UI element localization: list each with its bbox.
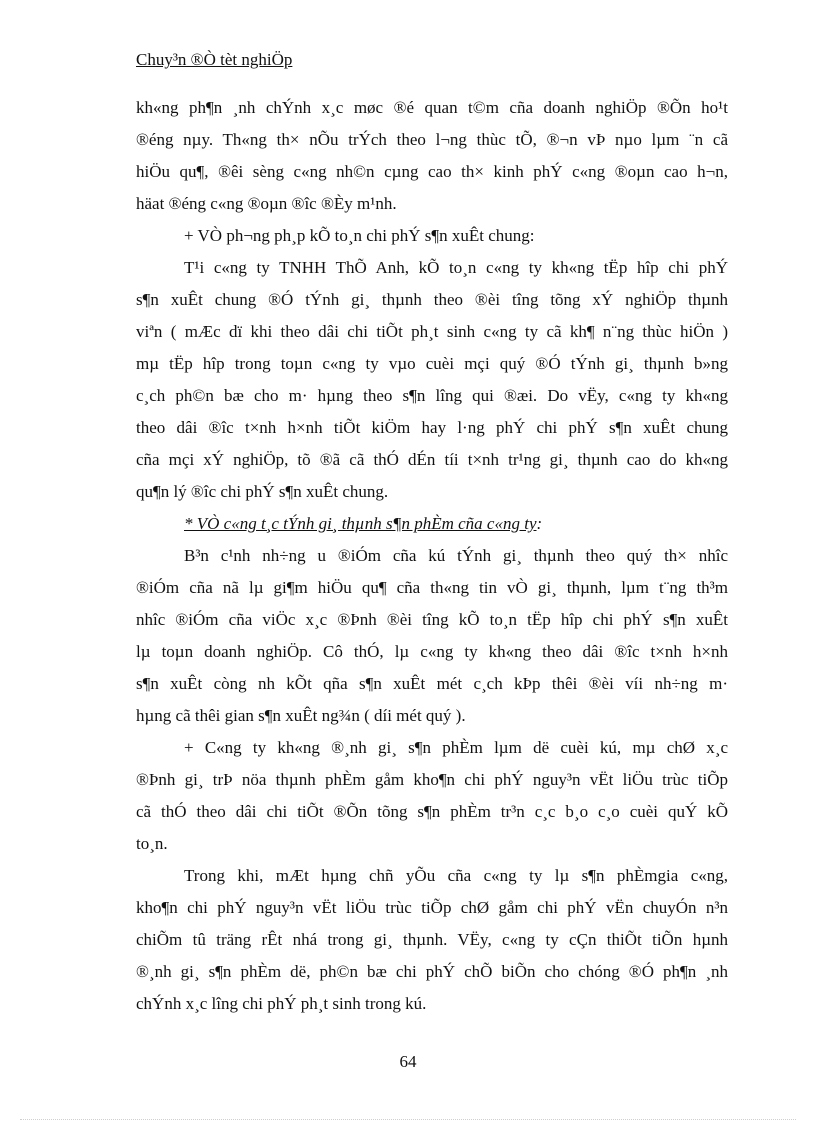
text-line: nhîc ®iÓm cña viÖc x¸c ®Þnh ®èi tîng kÕ to¸n tËp hîp chi phÝ s¶n xuÊt xyxy=(136,610,728,629)
page-number: 64 xyxy=(399,1052,417,1071)
text-line: B³n c¹nh nh÷ng u ®iÓm cña kú tÝnh gi¸ thµnh theo quý th× nhîc xyxy=(184,546,728,565)
text-line: theo dâi ®îc t×nh h×nh tiÕt kiÖm hay l·ng phÝ chi phÝ s¶n xuÊt chung xyxy=(136,418,728,437)
text-line: ®éng nµy. Th«ng th× nÕu trÝch theo l¬ng thùc tÕ, ®¬n vÞ nµo lµm ¨n cã xyxy=(136,130,728,149)
text-line: qu¶n lý ®îc chi phÝ s¶n xuÊt chung. xyxy=(136,482,389,501)
text-line: + VÒ ph¬ng ph¸p kÕ to¸n chi phÝ s¶n xuÊt chung: xyxy=(184,226,535,245)
text-line: s¶n xuÊt chung ®Ó tÝnh gi¸ thµnh theo ®èi tîng tõng xÝ nghiÖp thµnh xyxy=(136,290,728,309)
text-line: kh«ng ph¶n ¸nh chÝnh x¸c møc ®é quan t©m cña doanh nghiÖp ®Õn ho¹t xyxy=(136,98,728,117)
text-line: s¶n xuÊt còng nh kÕt qña s¶n xuÊt mét c¸ch kÞp thêi ®èi víi nh÷ng m· xyxy=(136,674,728,693)
text-line: ®iÓm cña nã lµ gi¶m hiÖu qu¶ cña th«ng tin vÒ gi¸ thµnh, lµm t¨ng th³m xyxy=(136,578,728,597)
section-heading-text: * VÒ c«ng t¸c tÝnh gi¸ thµnh s¶n phÈm cña c«ng ty xyxy=(184,514,537,533)
text-line: + C«ng ty kh«ng ®¸nh gi¸ s¶n phÈm lµm dë cuèi kú, mµ chØ x¸c xyxy=(184,738,728,757)
text-line: cã thÓ theo dâi chi tiÕt ®Õn tõng s¶n phÈm tr³n c¸c b¸o c¸o cuèi quÝ kÕ xyxy=(136,802,728,821)
text-line: mµ tËp hîp trong toµn c«ng ty vµo cuèi mçi quý ®Ó tÝnh gi¸ thµnh b»ng xyxy=(136,354,728,373)
text-line: cña mçi xÝ nghiÖp, tõ ®ã cã thÓ dÉn tíi t×nh tr¹ng gi¸ thµnh cao do kh«ng xyxy=(136,450,728,469)
text-line: kho¶n chi phÝ nguy³n vËt liÖu trùc tiÕp chØ gåm chi phÝ vËn chuyÓn n³n xyxy=(136,898,728,917)
text-line: hiÖu qu¶, ®êi sèng c«ng nh©n cµng cao th× kinh phÝ c«ng ®oµn cao h¬n, xyxy=(136,162,728,181)
text-line: chiÕm tû träng rÊt nhá trong gi¸ thµnh. VËy, c«ng ty cÇn thiÕt tiÕn hµnh xyxy=(136,930,728,949)
text-line: chÝnh x¸c lîng chi phÝ ph¸t sinh trong kú. xyxy=(136,994,427,1013)
text-line: ®Þnh gi¸ trÞ nöa thµnh phÈm gåm kho¶n chi phÝ nguy³n vËt liÖu trùc tiÕp xyxy=(136,770,728,789)
header-title: Chuy³n ®Ò tèt nghiÖp xyxy=(136,50,293,69)
text-line: hµng cã thêi gian s¶n xuÊt ng¾n ( díi mét quý ). xyxy=(136,706,466,725)
text-line: T¹i c«ng ty TNHH ThÕ Anh, kÕ to¸n c«ng ty kh«ng tËp hîp chi phÝ xyxy=(184,258,728,277)
section-heading: * VÒ c«ng t¸c tÝnh gi¸ thµnh s¶n phÈm cña c«ng ty: xyxy=(184,514,543,533)
text-line: Trong khi, mÆt hµng chñ yÕu cña c«ng ty lµ s¶n phÈmgia c«ng, xyxy=(184,866,728,885)
text-line: viªn ( mÆc dï khi theo dâi chi tiÕt ph¸t sinh c«ng ty cã kh¶ n¨ng thùc hiÖn ) xyxy=(136,322,728,341)
text-line: häat ®éng c«ng ®oµn ®îc ®Èy m¹nh. xyxy=(136,194,397,213)
text-line: lµ toµn doanh nghiÖp. Cô thÓ, lµ c«ng ty kh«ng theo dâi ®îc t×nh h×nh xyxy=(136,642,728,661)
body-text xyxy=(136,92,728,1020)
text-line: c¸ch ph©n bæ cho m· hµng theo s¶n lîng qui ®æi. Do vËy, c«ng ty kh«ng xyxy=(136,386,728,405)
text-line: ®¸nh gi¸ s¶n phÈm dë, ph©n bæ chi phÝ chÕ biÕn cho chóng ®Ó ph¶n ¸nh xyxy=(136,962,728,981)
text-line: to¸n. xyxy=(136,834,168,853)
footer-divider xyxy=(20,1119,796,1120)
